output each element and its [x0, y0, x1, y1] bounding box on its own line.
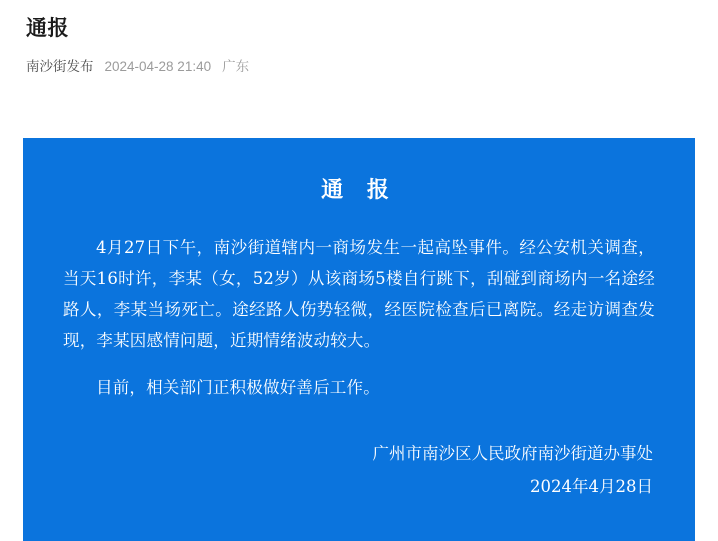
notice-card — [23, 138, 695, 541]
meta-source[interactable]: 南沙街发布 — [26, 59, 94, 74]
article-meta — [26, 58, 692, 76]
signature-organization: 广州市南沙区人民政府南沙街道办事处 — [372, 444, 653, 463]
meta-timestamp: 2024-04-28 21:40 — [104, 59, 212, 74]
meta-location: 广东 — [222, 59, 250, 74]
page-title: 通报 — [26, 17, 69, 40]
signature-date: 2024年4月28日 — [530, 477, 653, 496]
article-header — [0, 0, 718, 76]
notice-heading: 通 报 — [321, 177, 397, 203]
notice-paragraph: 目前，相关部门正积极做好善后工作。 — [96, 378, 380, 397]
notice-paragraph: 4月27日下午，南沙街道辖内一商场发生一起高坠事件。经公安机关调查，当天16时许，李某（女，52岁）从该商场5楼自行跳下，刮碰到商场内一名途经路人，李某当场死亡。途经路人伤势轻微，经医院检查后已离院。经走访调查发现，李某因感情问题，近期情绪波动较大。 — [63, 238, 655, 350]
notice-signature — [373, 437, 654, 503]
notice-body — [63, 232, 655, 403]
